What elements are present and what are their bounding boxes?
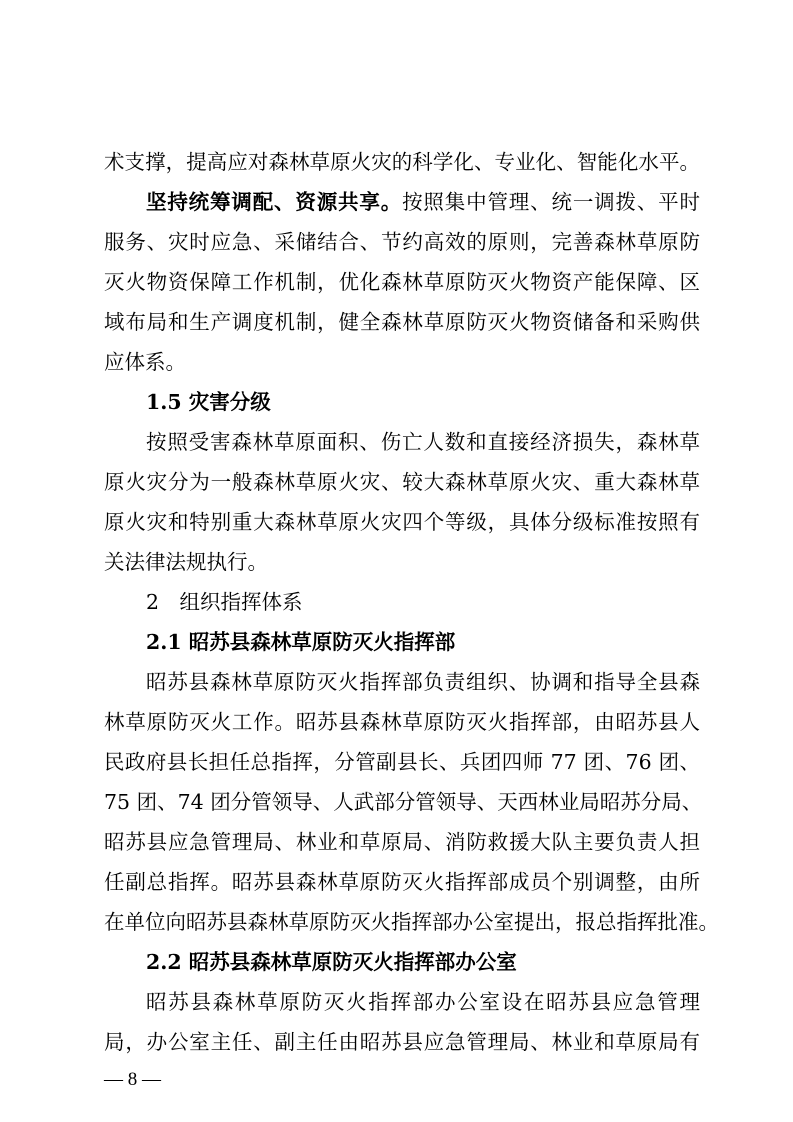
paragraph-line: 服务、灾时应急、采储结合、节约高效的原则，完善森林草原防: [104, 230, 700, 254]
section-heading-2-1: 2.1 昭苏县森林草原防灭火指挥部: [146, 630, 456, 654]
paragraph-line: 域布局和生产调度机制，健全森林草原防灭火物资储备和采购供: [104, 310, 700, 334]
principle-line: [146, 188, 700, 216]
paragraph-line: 原火灾和特别重大森林草原火灾四个等级，具体分级标准按照有: [104, 510, 700, 534]
paragraph-line: 关法律法规执行。: [104, 550, 268, 574]
paragraph-line: 昭苏县森林草原防灭火指挥部办公室设在昭苏县应急管理: [146, 990, 700, 1014]
principle-heading: 坚持统筹调配、资源共享。: [146, 190, 403, 214]
chapter-heading-2: 2 组织指挥体系: [146, 590, 303, 614]
paragraph-line: 林草原防灭火工作。昭苏县森林草原防灭火指挥部，由昭苏县人: [104, 710, 700, 734]
paragraph-line: 应体系。: [104, 350, 186, 374]
paragraph-line: 民政府县长担任总指挥，分管副县长、兵团四师 77 团、76 团、: [104, 750, 700, 774]
paragraph-line: 昭苏县应急管理局、林业和草原局、消防救援大队主要负责人担: [104, 830, 700, 854]
section-heading-2-2: 2.2 昭苏县森林草原防灭火指挥部办公室: [146, 950, 517, 974]
paragraph-line: 昭苏县森林草原防灭火指挥部负责组织、协调和指导全县森: [146, 670, 700, 694]
paragraph-line: 术支撑，提高应对森林草原火灾的科学化、专业化、智能化水平。: [104, 150, 700, 174]
paragraph-line: 任副总指挥。昭苏县森林草原防灭火指挥部成员个别调整，由所: [104, 870, 700, 894]
paragraph-line: 75 团、74 团分管领导、人武部分管领导、天西林业局昭苏分局、: [104, 790, 703, 814]
paragraph-line: 原火灾分为一般森林草原火灾、较大森林草原火灾、重大森林草: [104, 470, 700, 494]
principle-text: 按照集中管理、统一调拨、平时: [402, 190, 701, 214]
paragraph-line: 灭火物资保障工作机制，优化森林草原防灭火物资产能保障、区: [104, 270, 700, 294]
paragraph-line: 按照受害森林草原面积、伤亡人数和直接经济损失，森林草: [146, 430, 700, 454]
page-number: — 8 —: [104, 1069, 161, 1090]
paragraph-line: 在单位向昭苏县森林草原防灭火指挥部办公室提出，报总指挥批准。: [104, 910, 719, 934]
paragraph-line: 局，办公室主任、副主任由昭苏县应急管理局、林业和草原局有: [104, 1030, 700, 1054]
section-heading-1-5: 1.5 灾害分级: [146, 390, 271, 414]
